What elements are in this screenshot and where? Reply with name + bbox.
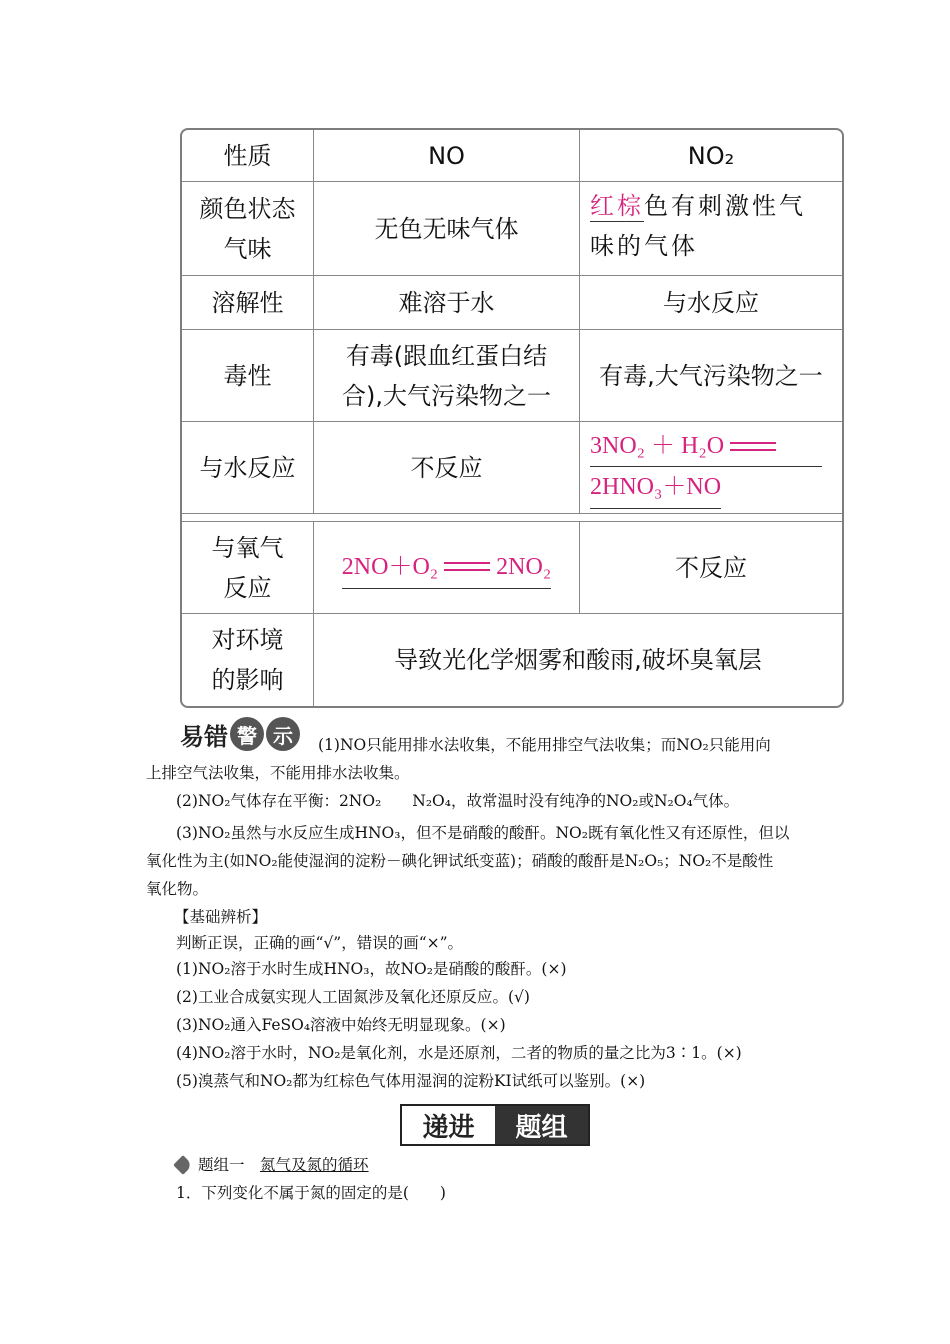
label-line: 反应 (223, 573, 272, 602)
basic-item: (5)溴蒸气和NO₂都为红棕色气体用湿润的淀粉KI试纸可以鉴别。(×) (176, 1072, 646, 1090)
group-label: 题组一 (198, 1156, 245, 1174)
properties-table (180, 128, 844, 708)
no2-toxicity: 有毒,大气污染物之一 (599, 361, 823, 390)
equals-sign (730, 442, 776, 451)
basic-instruction: 判断正误，正确的画“√”，错误的画“×”。 (176, 934, 464, 952)
row-label-color (182, 182, 314, 275)
warning-p2: (2)NO₂气体存在平衡：2NO₂ N₂O₄，故常温时没有纯净的NO₂或N₂O₄气体。 (176, 792, 740, 810)
row-label-oxygen (182, 522, 314, 613)
section-banner (400, 1104, 590, 1146)
group-heading (176, 1154, 369, 1176)
banner-right: 题组 (495, 1106, 588, 1144)
no-oxygen-equation (314, 522, 580, 613)
row-label-solubility: 溶解性 (182, 276, 314, 329)
pen-icon (173, 1155, 193, 1175)
table-row-color (182, 182, 842, 276)
equation-right: 2HNO₃＋NO (590, 467, 721, 509)
no2-solubility: 与水反应 (663, 288, 759, 317)
basic-item: (1)NO₂溶于水时生成HNO₃，故NO₂是硝酸的酸酐。(×) (176, 960, 567, 978)
label-line: 与氧气 (211, 533, 284, 562)
basic-item: (2)工业合成氨实现人工固氮涉及氧化还原反应。(√) (176, 988, 530, 1006)
label-line: 颜色状态 (199, 194, 296, 223)
equals-sign (444, 562, 490, 571)
warning-p1a: (1)NO只能用排水法收集，不能用排空气法收集；而NO₂只能用向 (318, 736, 771, 754)
no-color: 无色无味气体 (314, 182, 580, 275)
table-row-water (182, 422, 842, 514)
text: 合),大气污染物之一 (342, 381, 551, 410)
no-toxicity (314, 330, 580, 421)
header-no2: NO₂ (687, 141, 735, 170)
table-page-break (182, 514, 842, 522)
text: 有毒(跟血红蛋白结 (345, 341, 548, 370)
table-row-environment (182, 614, 842, 706)
warning-badge: 示 (266, 717, 300, 751)
warning-title-text: 易错 (180, 722, 228, 751)
row-label-toxicity: 毒性 (182, 330, 314, 421)
equation-right: 2NO₂ (496, 553, 552, 580)
no2-water-equation (580, 422, 842, 513)
no2-color (580, 182, 842, 275)
warning-badge: 警 (230, 717, 264, 751)
basic-item: (3)NO₂通入FeSO₄溶液中始终无明显现象。(×) (176, 1016, 506, 1034)
equation-left: 2NO＋O₂ (341, 553, 439, 580)
group-topic: 氮气及氮的循环 (260, 1156, 369, 1174)
text: 味的气体 (590, 232, 698, 260)
table-row-oxygen (182, 522, 842, 614)
table-row-toxicity (182, 330, 842, 422)
row-label-water: 与水反应 (182, 422, 314, 513)
text: 色有刺激性气 (644, 192, 806, 220)
basic-item: (4)NO₂溶于水时，NO₂是氧化剂，水是还原剂，二者的物质的量之比为3∶1。(×) (176, 1044, 742, 1062)
no-water: 不反应 (314, 422, 580, 513)
question-1: 1．下列变化不属于氮的固定的是( ) (176, 1184, 446, 1202)
banner-left: 递进 (402, 1106, 495, 1144)
header-property: 性质 (182, 130, 314, 181)
row-label-environment (182, 614, 314, 706)
answer-highlight: 红棕 (590, 192, 644, 220)
environment-effect: 导致光化学烟雾和酸雨,破坏臭氧层 (394, 646, 762, 674)
label-line: 对环境 (211, 626, 284, 654)
warning-title (180, 714, 300, 754)
warning-p3c: 氧化物。 (146, 880, 209, 898)
warning-p3a: (3)NO₂虽然与水反应生成HNO₃，但不是硝酸的酸酐。NO₂既有氧化性又有还原性，但以 (176, 824, 790, 842)
basic-heading: 【基础辨析】 (174, 908, 268, 926)
table-row-solubility (182, 276, 842, 330)
no2-oxygen: 不反应 (675, 553, 747, 582)
label-line: 气味 (223, 234, 272, 263)
table-header-row (182, 130, 842, 182)
equation-left: 3NO₂ ＋ H₂O (590, 433, 725, 459)
warning-p1b: 上排空气法收集，不能用排水法收集。 (146, 764, 410, 782)
warning-p3b: 氧化性为主(如NO₂能使湿润的淀粉－碘化钾试纸变蓝)；硝酸的酸酐是N₂O₅；NO₂不是酸性 (146, 852, 774, 870)
no-solubility: 难溶于水 (314, 276, 580, 329)
label-line: 的影响 (211, 666, 284, 694)
header-no: NO (314, 130, 580, 181)
